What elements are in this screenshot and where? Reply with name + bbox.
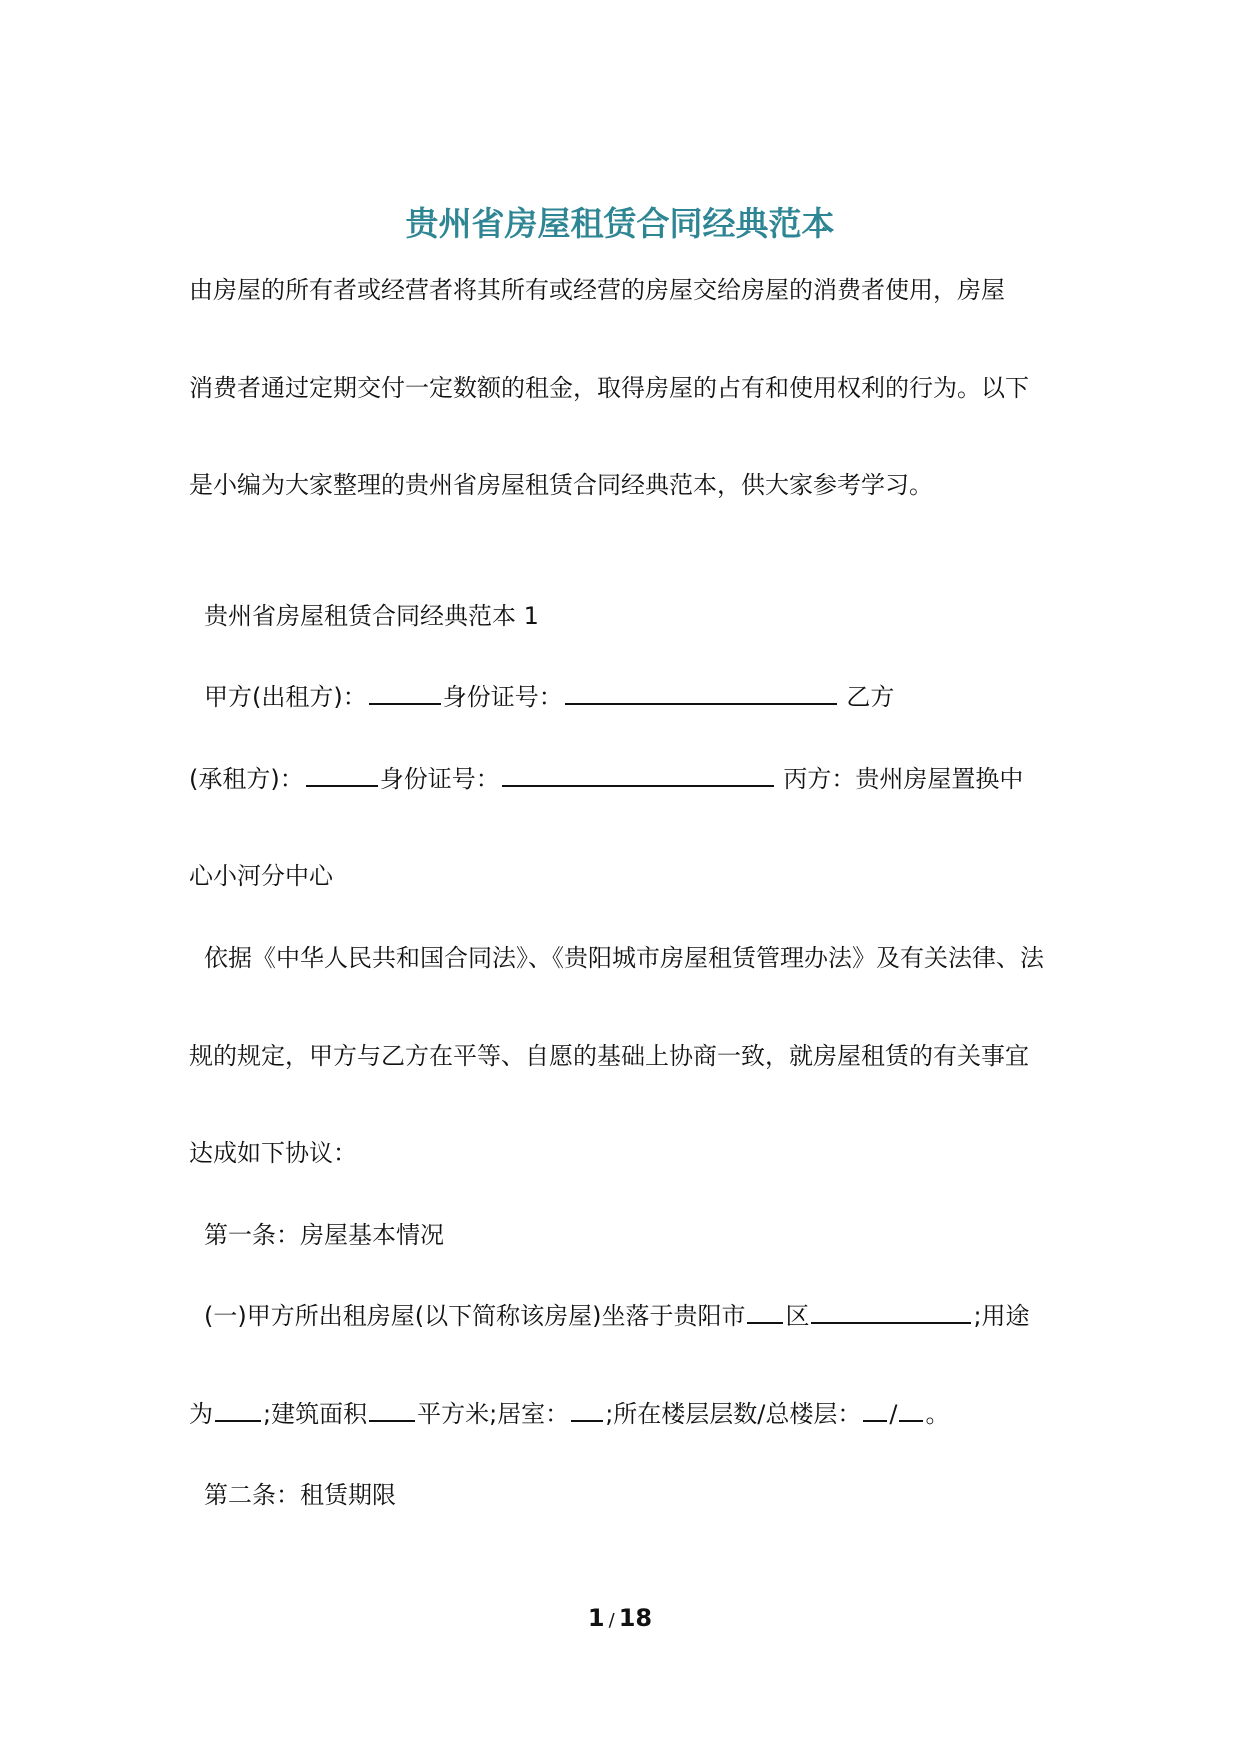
total-floor-blank[interactable]: [899, 1398, 923, 1422]
usage-blank[interactable]: [215, 1398, 261, 1422]
party-b-id-label: 身份证号：: [379, 765, 500, 793]
section-heading: 贵州省房屋租赁合同经典范本 1: [204, 602, 539, 630]
basis-line-2: 规的规定，甲方与乙方在平等、自愿的基础上协商一致，就房屋租赁的有关事宜: [189, 1042, 1029, 1070]
rooms-blank[interactable]: [571, 1398, 603, 1422]
current-page: 1: [587, 1604, 605, 1632]
party-a-id-label: 身份证号：: [442, 683, 563, 711]
party-b-name-blank[interactable]: [306, 763, 378, 787]
document-title: 贵州省房屋租赁合同经典范本: [405, 204, 835, 243]
usage-label: ;用途: [973, 1302, 1030, 1330]
floor-separator: /: [889, 1400, 898, 1428]
intro-line-2: 消费者通过定期交付一定数额的租金，取得房屋的占有和使用权利的行为。以下: [189, 374, 1029, 402]
rooms-label: 平方米;居室：: [417, 1400, 570, 1428]
intro-line-3: 是小编为大家整理的贵州省房屋租赁合同经典范本，供大家参考学习。: [189, 471, 933, 499]
party-b-label-start: 乙方: [846, 683, 895, 711]
page-separator: /: [608, 1610, 615, 1631]
item-location-text: (一)甲方所出租房屋(以下简称该房屋)坐落于贵阳市: [204, 1302, 746, 1330]
article-1-heading: 第一条：房屋基本情况: [204, 1221, 444, 1249]
party-a-label: 甲方(出租方)：: [204, 683, 367, 711]
article-1-item-line-1: [204, 1299, 1030, 1333]
party-b-line: [189, 762, 1023, 796]
area-label: ;建筑面积: [263, 1400, 368, 1428]
district-blank[interactable]: [747, 1300, 783, 1324]
party-a-name-blank[interactable]: [369, 681, 441, 705]
intro-line-1: 由房屋的所有者或经营者将其所有或经营的房屋交给房屋的消费者使用，房屋: [189, 276, 1005, 304]
floor-label: ;所在楼层层数/总楼层：: [605, 1400, 862, 1428]
party-b-id-blank[interactable]: [502, 763, 774, 787]
party-a-line: [204, 680, 894, 714]
area-blank[interactable]: [369, 1398, 415, 1422]
floor-blank[interactable]: [863, 1398, 887, 1422]
usage-label-cont: 为: [189, 1400, 213, 1428]
party-a-id-blank[interactable]: [565, 681, 837, 705]
line-end: 。: [925, 1400, 950, 1428]
page-number: [0, 1604, 1240, 1632]
district-label: 区: [785, 1302, 810, 1330]
article-1-item-line-2: [189, 1397, 949, 1431]
total-pages: 18: [618, 1604, 653, 1632]
basis-line-3: 达成如下协议：: [189, 1139, 357, 1167]
party-b-label: (承租方)：: [189, 765, 304, 793]
party-c-continuation: 心小河分中心: [189, 862, 333, 890]
basis-line-1: 依据《中华人民共和国合同法》、《贵阳城市房屋租赁管理办法》及有关法律、法: [204, 944, 1044, 972]
address-blank[interactable]: [811, 1300, 971, 1324]
party-c-label: 丙方：贵州房屋置换中: [783, 765, 1024, 793]
article-2-heading: 第二条：租赁期限: [204, 1481, 396, 1509]
